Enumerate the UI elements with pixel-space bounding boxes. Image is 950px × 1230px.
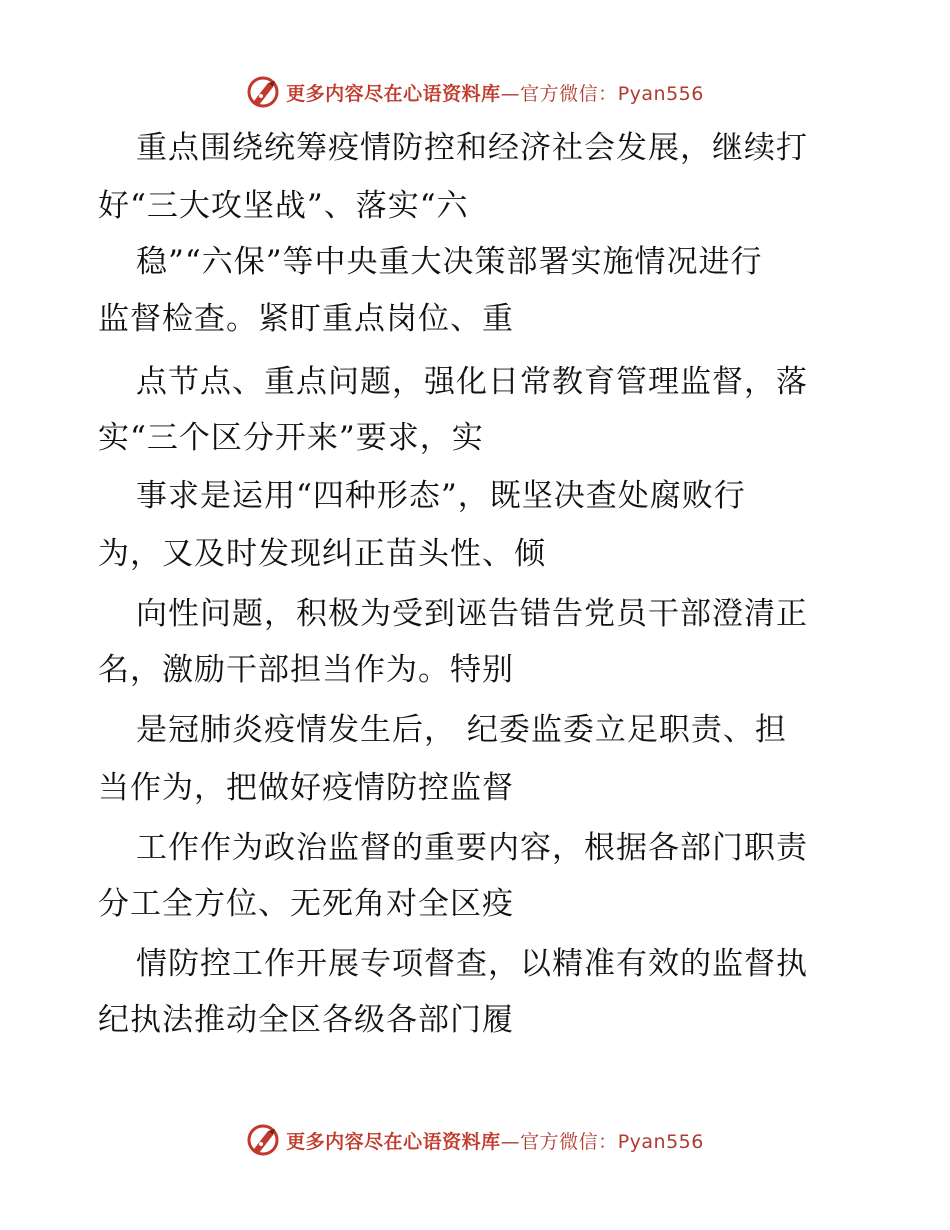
paragraph-line: 监督检查。紧盯重点岗位、重 <box>98 301 514 337</box>
paragraph-line: 情防控工作开展专项督查，以精准有效的监督执 <box>136 946 808 982</box>
banner-wechat-label: 官方微信： <box>520 1130 618 1153</box>
paragraph-line: 点节点、重点问题，强化日常教育管理监督，落 <box>136 364 808 400</box>
banner-site-name: 更多内容尽在心语资料库 <box>286 82 501 105</box>
paragraph-line: 好“三大攻坚战”、落实“六 <box>98 188 469 224</box>
banner-site-name: 更多内容尽在心语资料库 <box>286 1130 501 1153</box>
header-banner <box>0 72 950 112</box>
footer-banner <box>0 1120 950 1160</box>
paragraph-line: 当作为，把做好疫情防控监督 <box>98 770 514 806</box>
paragraph-line: 为，又及时发现纠正苗头性、倾 <box>98 536 546 572</box>
pen-nib-circle-logo-icon <box>246 1123 280 1157</box>
paragraph-line: 重点围绕统筹疫情防控和经济社会发展，继续打 <box>136 130 808 166</box>
paragraph-line: 分工全方位、无死角对全区疫 <box>98 886 514 922</box>
paragraph-line: 事求是运用“四种形态”，既坚决查处腐败行 <box>136 478 746 514</box>
paragraph-line: 纪执法推动全区各级各部门履 <box>98 1002 514 1038</box>
banner-text <box>286 1127 704 1154</box>
banner-wechat-id: Pyan556 <box>617 1130 704 1153</box>
paragraph-line: 名，激励干部担当作为。特别 <box>98 652 514 688</box>
banner-wechat-label: 官方微信： <box>520 82 618 105</box>
paragraph-line: 实“三个区分开来”要求，实 <box>98 420 484 456</box>
paragraph-line: 稳”“六保”等中央重大决策部署实施情况进行 <box>136 244 763 280</box>
banner-separator: — <box>500 82 521 105</box>
banner-separator: — <box>500 1130 521 1153</box>
paragraph-line: 向性问题，积极为受到诬告错告党员干部澄清正 <box>136 596 808 632</box>
paragraph-line: 是冠肺炎疫情发生后， 纪委监委立足职责、担 <box>136 712 787 748</box>
banner-wechat-id: Pyan556 <box>617 82 704 105</box>
banner-text <box>286 79 704 106</box>
pen-nib-circle-logo-icon <box>246 75 280 109</box>
paragraph-line: 工作作为政治监督的重要内容，根据各部门职责 <box>136 830 808 866</box>
